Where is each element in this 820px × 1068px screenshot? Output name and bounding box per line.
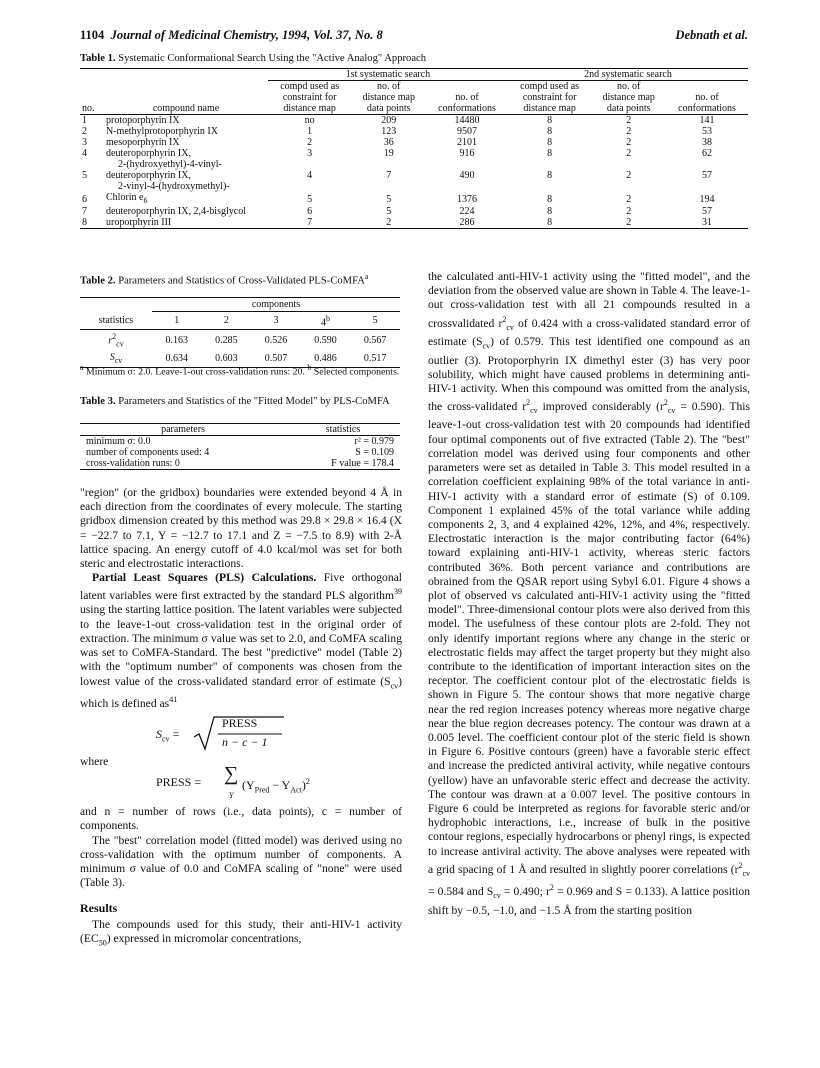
table1-cell-name-continued: 2-vinyl-4-(hydroxymethyl)-	[118, 181, 230, 192]
journal-issue: 1994, Vol. 37, No. 8	[282, 28, 383, 42]
table2-cell: 0.507	[264, 353, 288, 365]
table1-cell-empty	[80, 181, 104, 192]
table1-cell-name: N-methylprotoporphyrin IX	[106, 126, 218, 137]
table1-col-conf-2: no. of conformations	[678, 92, 736, 114]
journal-name: Journal of Medicinal Chemistry,	[110, 28, 279, 42]
table1-cell: 3	[307, 148, 313, 159]
table1-cell: 8	[547, 148, 553, 159]
table1-cell-name: deuteroporphyrin IX,	[106, 148, 191, 159]
table3-cell: S = 0.109	[355, 447, 394, 458]
table2-cell: 0.526	[264, 334, 288, 346]
table3-cell: minimum σ: 0.0	[86, 436, 151, 447]
table1-cell: 57	[702, 170, 713, 181]
section-heading-results: Results	[80, 900, 118, 915]
table1-cell-name: deuteroporphyrin IX, 2,4-bisglycol	[106, 206, 246, 217]
table2-cell: 0.163	[165, 334, 189, 346]
table2-cell: 0.590	[314, 334, 337, 346]
table2-cell: 0.517	[363, 353, 387, 365]
table1-cell: 2	[626, 206, 632, 217]
table2-components-header: components	[152, 298, 400, 312]
table1-cell-no: 4	[82, 148, 87, 159]
table2-col-2: 2	[223, 315, 229, 327]
table1-cell: 2	[626, 126, 632, 137]
table2-cell: 0.285	[215, 334, 238, 346]
table1-cell: 8	[547, 126, 553, 137]
table-row	[80, 126, 748, 137]
table3-cell: r² = 0.979	[354, 436, 394, 447]
table1-cell: 2	[626, 193, 632, 205]
table1-cell-no: 2	[82, 126, 87, 137]
table1-cell-no: 8	[82, 217, 87, 228]
page-number: 1104	[80, 28, 105, 42]
table1-cell-name: deuteroporphyrin IX,	[106, 170, 191, 181]
table1-cell-empty	[591, 159, 666, 170]
table1-col-points-2: no. of distance map data points	[602, 81, 655, 114]
table2-row-label-scv: $S_{cv}$	[109, 351, 123, 365]
table1-cell-empty	[351, 181, 426, 192]
table1-cell: 2	[307, 137, 313, 148]
table1-cell-name: uroporphyrin III	[106, 217, 172, 228]
table1-cell-empty	[426, 181, 508, 192]
table-row	[80, 170, 748, 181]
table1-cell-empty	[591, 181, 666, 192]
table2-cell: 0.634	[165, 353, 189, 365]
table1-cell: 2	[386, 217, 392, 228]
table1-cell-name: mesoporphyrin IX	[106, 137, 180, 148]
table1-cell-empty	[666, 181, 748, 192]
table1-group2: 2nd systematic search	[508, 69, 748, 81]
table1-cell-name: Chlorin $e_6$	[106, 192, 148, 205]
table2	[80, 297, 400, 368]
section-runin-heading: Partial Least Squares (PLS) Calculations.	[92, 571, 317, 585]
table1-cell: 141	[699, 115, 715, 126]
table1-cell-empty	[426, 159, 508, 170]
table1	[80, 68, 748, 229]
table1-cell-no: 3	[82, 137, 87, 148]
table1-cell: 2	[626, 148, 632, 159]
table-row	[80, 217, 748, 229]
table1-cell: 490	[459, 170, 475, 181]
table-row	[80, 192, 748, 206]
table1-cell: 14480	[454, 115, 480, 126]
table1-col-name: compound name	[152, 103, 220, 114]
table-row	[80, 115, 748, 127]
table3-cell: cross-validation runs: 0	[86, 458, 180, 469]
table2-caption: Table 2. Parameters and Statistics of Cross-Validated PLS-CoMFA$^a$	[80, 272, 369, 287]
table2-statistics-header: statistics	[98, 314, 134, 326]
table1-col-conf-1: no. of conformations	[438, 92, 496, 114]
table1-cell: 6	[307, 206, 313, 217]
table1-cell: 53	[702, 126, 713, 137]
table1-cell: 2	[626, 217, 632, 228]
table1-cell: 916	[459, 148, 475, 159]
table1-cell: 31	[702, 217, 713, 228]
table1-cell-no: 6	[82, 193, 87, 205]
table1-cell: 2101	[457, 137, 478, 148]
paragraph: The "best" correlation model (fitted model) was derived using no cross-validation with the optimum number of components. A minimum σ value of 0.0 and CoMFA scaling of "none" were used (Table 3).	[80, 833, 402, 890]
table1-body	[80, 115, 748, 229]
table1-cell-name-continued: 2-(hydroxyethyl)-4-vinyl-	[118, 159, 222, 170]
table1-cell: 1376	[457, 193, 478, 205]
equation-press: PRESS = ∑ Y $(Y_{Pred} - Y_{Act})^2$	[156, 763, 310, 801]
table2-cell: 0.603	[215, 353, 238, 365]
table3	[80, 423, 400, 470]
table1-cell: 5	[386, 206, 392, 217]
table1-cell: 8	[547, 217, 553, 228]
table1-col-constraint-1: compd used as constraint for distance map	[280, 81, 340, 114]
table1-cell: 9507	[457, 126, 478, 137]
table-row	[80, 148, 748, 159]
table1-caption: Table 1. Systematic Conformational Search Using the "Active Analog" Approach	[80, 53, 427, 64]
table2-col-4: 4$^b$	[321, 314, 331, 329]
table1-cell: 36	[383, 137, 394, 148]
right-column	[428, 270, 750, 918]
table2-row-label-r2cv: $r^2_{cv}$	[108, 332, 124, 349]
table3-cell: F value = 178.4	[331, 458, 394, 469]
table3-caption: Table 3. Parameters and Statistics of the "Fitted Model" by PLS-CoMFA	[80, 396, 390, 407]
table1-cell-no: 7	[82, 206, 87, 217]
equation-numerator: PRESS	[222, 716, 258, 731]
table1-cell: 2	[626, 137, 632, 148]
table2-footnote: $^a$ Minimum σ: 2.0. Leave-1-out cross-validation runs: 20. $^b$ Selected components.	[80, 363, 400, 378]
table1-col-points-1: no. of distance map data points	[362, 81, 415, 114]
table1-cell-empty	[508, 181, 591, 192]
table1-cell: 4	[307, 170, 313, 181]
where-text: where	[80, 755, 109, 769]
table-row	[80, 206, 748, 217]
table1-cell: no	[304, 115, 315, 126]
table1-cell: 224	[459, 206, 475, 217]
table1-cell-empty	[268, 159, 351, 170]
table2-cell: 0.486	[314, 353, 337, 365]
equation-denominator: n − c − 1	[222, 735, 268, 750]
table1-cell: 209	[381, 115, 397, 126]
running-header	[80, 28, 748, 46]
table1-col-no: no.	[82, 103, 95, 114]
table1-cell-empty	[508, 159, 591, 170]
table1-cell: 8	[547, 115, 553, 126]
table1-cell: 5	[386, 193, 392, 205]
table2-col-3: 3	[273, 315, 279, 327]
paragraph-results: The compounds used for this study, their anti-HIV-1 activity $(EC_{50})$ expressed in micromolar concentrations,	[80, 917, 402, 948]
table1-cell: 19	[383, 148, 394, 159]
table1-cell: 57	[702, 206, 713, 217]
equation-scv: $S_{cv}$ = PRESS n − c − 1	[80, 711, 402, 755]
table3-cell: number of components used: 4	[86, 447, 210, 458]
table3-col-statistics: statistics	[325, 424, 361, 435]
table2-col-1: 1	[174, 315, 180, 327]
table1-cell-empty	[80, 159, 104, 170]
table1-group1: 1st systematic search	[268, 69, 508, 81]
table1-cell: 8	[547, 170, 553, 181]
table1-cell: 8	[547, 206, 553, 217]
table1-cell: 286	[459, 217, 475, 228]
paragraph: and n = number of rows (i.e., data points), c = number of components.	[80, 805, 402, 833]
table1-cell: 8	[547, 193, 553, 205]
paragraph: "region" (or the gridbox) boundaries were extended beyond 4 Å in each direction from the coordinates of every molecule. The starting gridbox dimension created by this method was 29.8 × 29.8 × 16.4 (X = −22.7 to 7.1, Y = −12.7 to 17.1 and Z = −7.5 to 8.9) with 2-Å lattice spacing. An energy cutoff of 4.0 kcal/mol was set for both steric and electrostatic interactions.	[80, 486, 402, 571]
author-header: Debnath et al.	[675, 28, 748, 42]
paragraph-results-continued: the calculated anti-HIV-1 activity using the "fitted model", and the deviation from the observed value are shown in Table 4. The leave-1-out cross-validation test with all 21 compounds resulted in a crossvalidated $r^2_{cv}$ of 0.424 with a cross-validated standard error of estimate $(S_{cv})$ of 0.579. This test identified one compound as an outlier (3). Protoporphyrin IX dimethyl ester (3) has very poor solubility, which might have caused problems in determining anti-HIV-1 activity. When this compound was omitted from the analysis, the cross-validated $r^2_{cv}$ improved considerably $(r^2_{cv} = 0.590)$. This leave-1-out cross-validation test with 20 compounds had identified four optimal components out of five extracted (Table 2). The "best" correlation model was derived using four components and other parameters were set as detailed in Table 3. This model resulted in a correlation coefficient explaining 98% of the total variance in anti-HIV-1 activity with a standard error of estimate (S) of 0.109. Component 1 explained 45% of the total variance while adding components 2, 3, and 4 explained 42%, 12%, and 4%, respectively. Electrostatic interaction is the major contributing factor (64%) toward explaining anti-HIV-1 activity, whereas steric factors contributed 36%. Both percent variance and contributions are obrained from the QSAR report using Sybyl 6.01. Figure 4 shows a plot of observed vs calculated anti-HIV-1 activity using the "fitted model". Three-dimensional contour plots were also derived from this model. The usefulness of these contour plots are 2-fold. They not only identify important regions where any change in the steric or electrostatic fields may affect the target property but they might also contribute to the identification of important interaction sites on the receptor. The coefficient contour plot of the electrostatic fields is shown in Figure 5. The contour shows that more negative charge near the red region increases potency whereas more negative charge near the blue region decreases potency. The contour was drawn at a 0.005 level. The coefficient contour plot of the steric field is shown in Figure 6. Positive contours (green) have a favorable steric effect and increase the predicted antiviral activity, while negative contours (yellow) have an unfavorable steric effect and decrease the activity. The contour was drawn at a 0.007 level. The positive contours in Figure 6 could be interpreted as regions for favorable steric and/or hydrophobic interactions, i.e., increase of bulk in the positive contour regions, especially hydrocarbons or phenyl rings, is expected to increase antiviral activity. The above analyses were repeated with a grid spacing of 1 Å and resulted in slightly poorer correlations ($r^2_{cv} = 0.584$ and $S_{cv} = 0.490$; $r^2 = 0.969$ and S = 0.133). A lattice position shift by −0.5, −1.0, and −1.5 Å from the starting position	[428, 270, 751, 917]
table2-col-5: 5	[372, 315, 378, 327]
table1-cell: 62	[702, 148, 713, 159]
table1-cell-empty	[268, 181, 351, 192]
table-row	[80, 137, 748, 148]
table1-cell: 8	[547, 137, 553, 148]
table1-cell: 194	[699, 193, 715, 205]
table1-cell-no: 1	[82, 115, 87, 126]
summation-symbol: ∑	[224, 763, 239, 786]
table1-cell-no: 5	[82, 170, 87, 181]
table1-cell: 1	[307, 126, 313, 137]
table2-cell: 0.567	[363, 334, 387, 346]
left-column	[80, 486, 402, 950]
table-row-continuation	[80, 181, 748, 192]
table1-cell-name: protoporphyrin IX	[106, 115, 180, 126]
table1-cell-empty	[666, 159, 748, 170]
table1-cell: 2	[626, 115, 632, 126]
table1-cell: 123	[381, 126, 397, 137]
table1-cell: 38	[702, 137, 713, 148]
table1-col-constraint-2: compd used as constraint for distance map	[520, 81, 580, 114]
table3-col-parameters: parameters	[161, 424, 205, 435]
paragraph-pls: Partial Least Squares (PLS) Calculations. Five orthogonal latent variables were first extracted by the standard PLS algorithm$^{39}$ using the starting lattice position. The latent variables were subjected to the leave-1-out cross-validation test in the original order of extraction. The minimum σ value was set to 2.0, and CoMFA scaling was set to CoMFA-Standard. The best "predictive" model (Table 2) with the "optimum number" of components was chosen from the lowest value of the cross-validated standard error of estimate $(S_{cv})$ which is defined $as^{41}$	[80, 571, 402, 710]
table-row-continuation	[80, 159, 748, 170]
table1-cell: 2	[626, 170, 632, 181]
table1-cell: 7	[307, 217, 313, 228]
table1-cell: 5	[307, 193, 313, 205]
table1-cell: 7	[386, 170, 392, 181]
table1-cell-empty	[351, 159, 426, 170]
